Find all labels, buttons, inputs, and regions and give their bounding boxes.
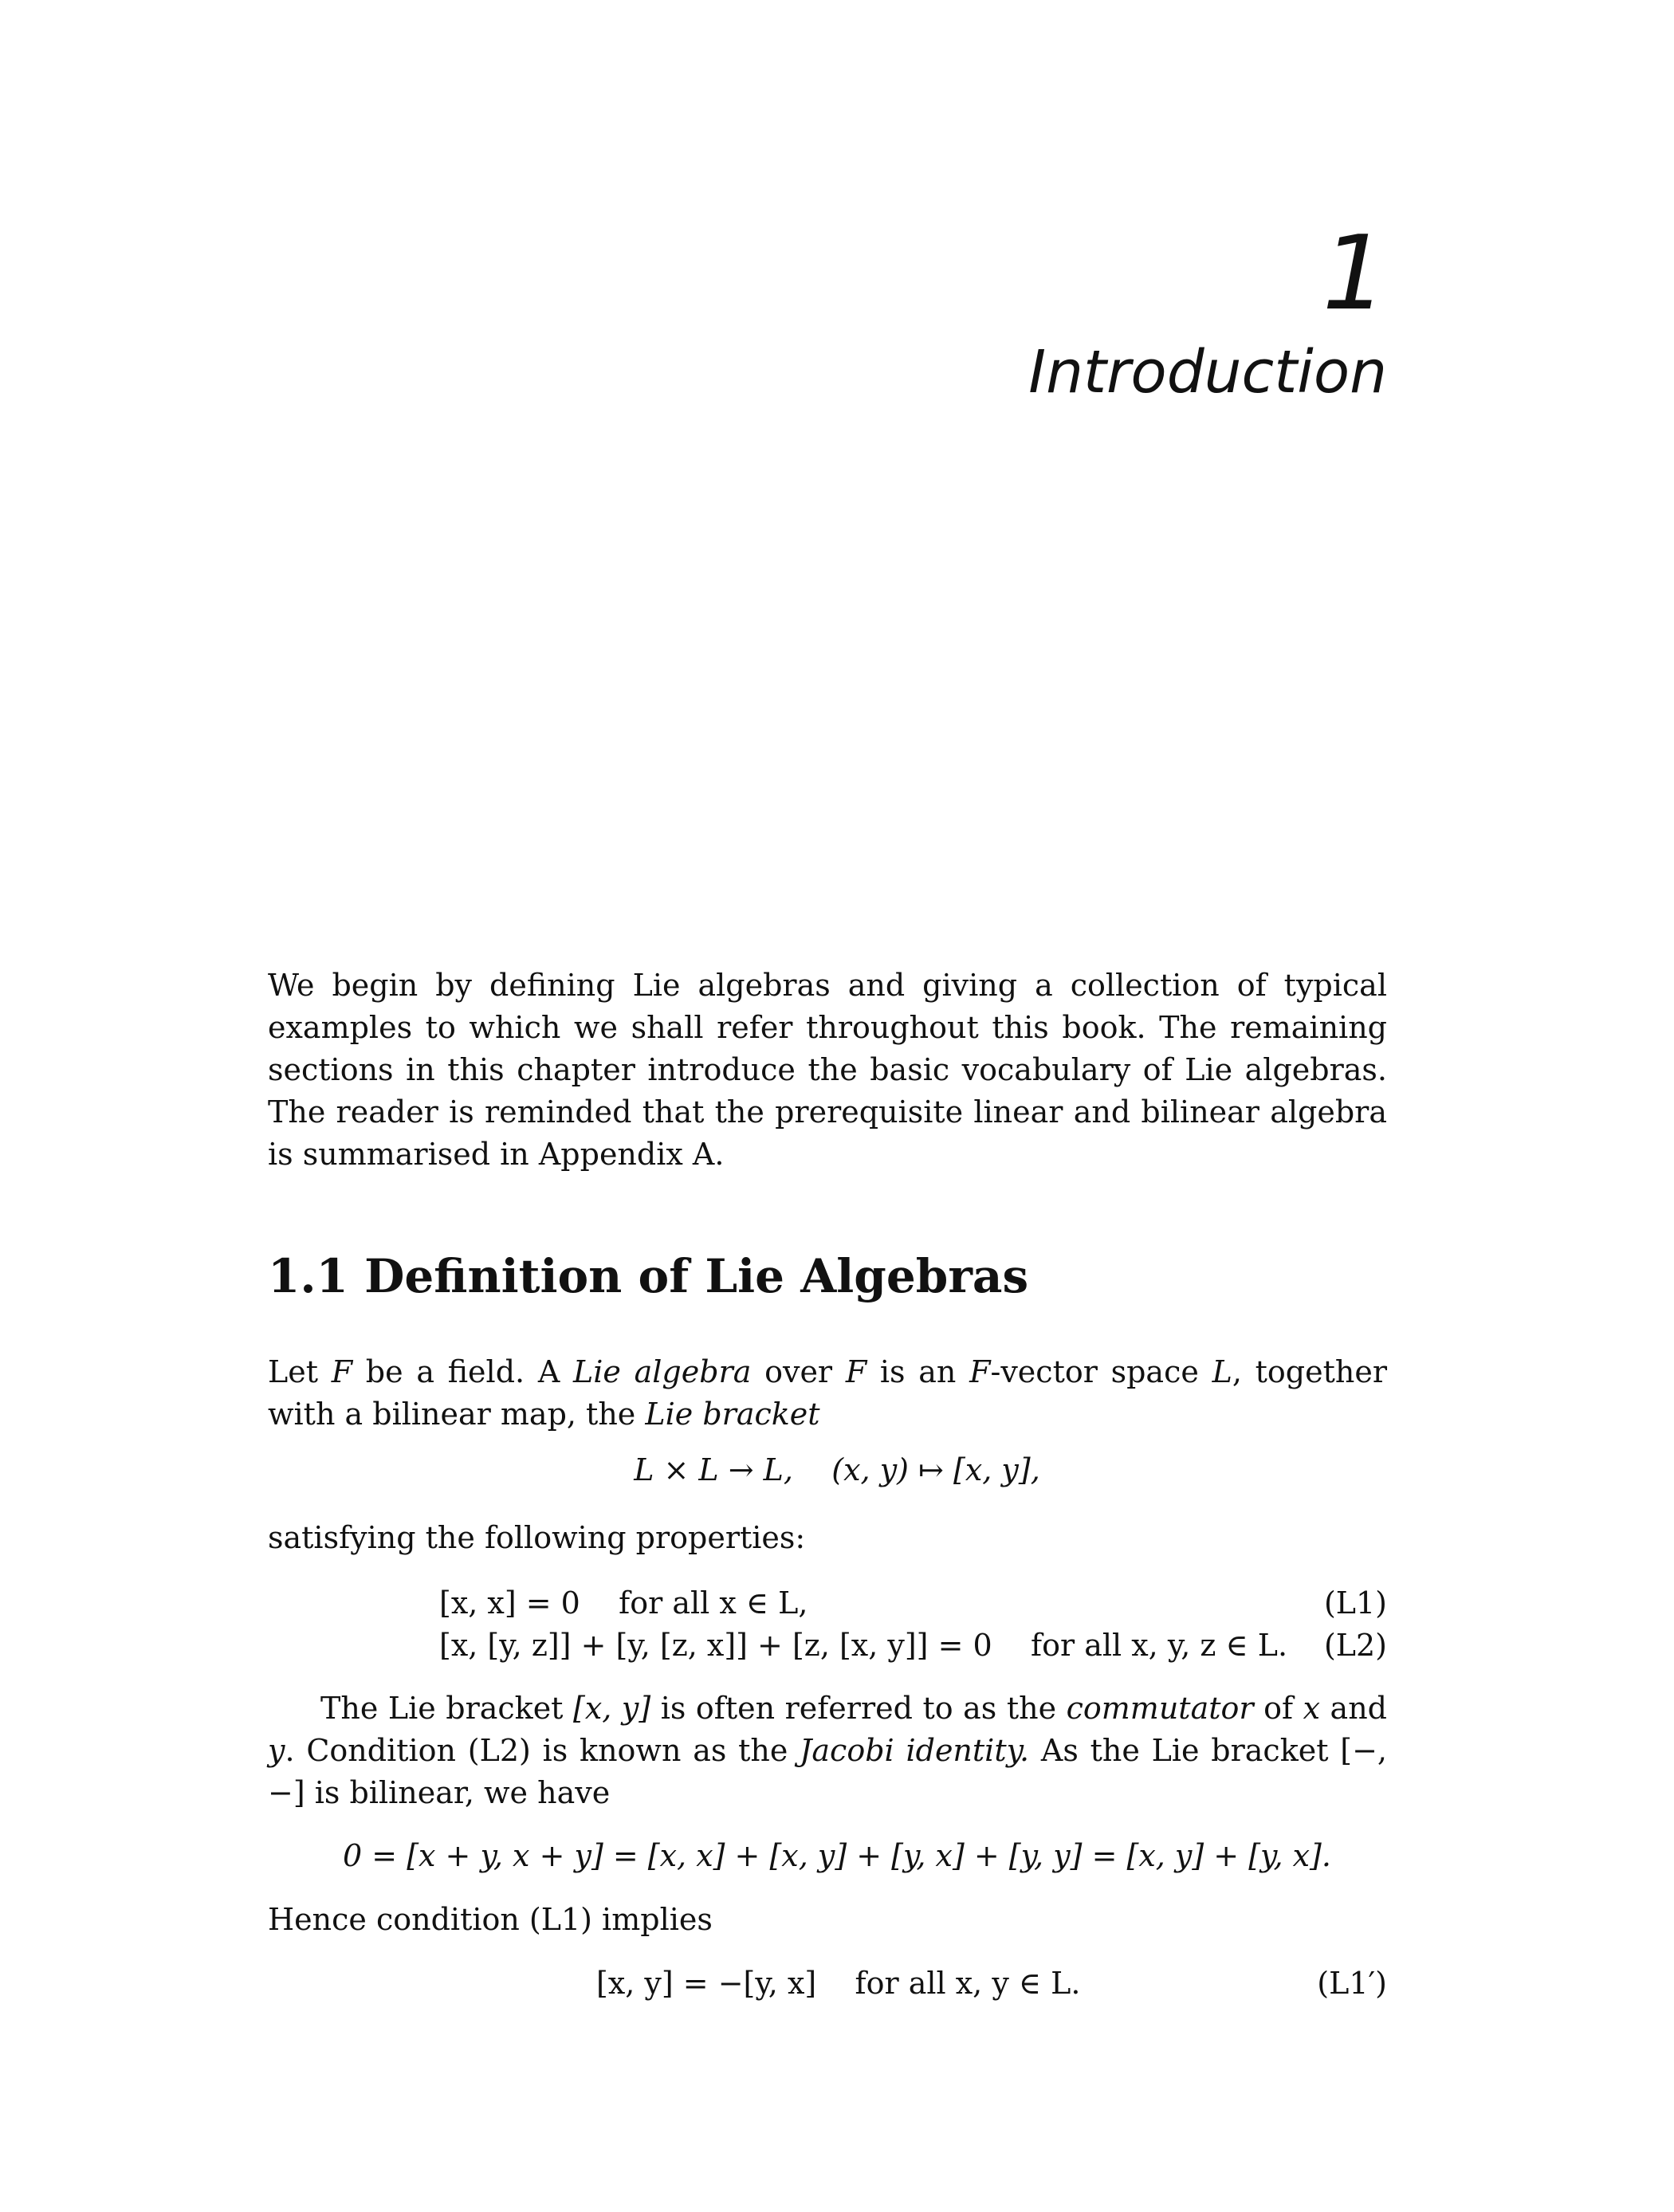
- definition-paragraph: [268, 1351, 1387, 1436]
- text-run: over: [751, 1354, 846, 1389]
- text-run: is often referred to as the: [650, 1691, 1067, 1726]
- emphasis-term: Lie algebra: [573, 1354, 752, 1389]
- text-run: The Lie bracket: [320, 1691, 573, 1726]
- emphasis-term: Jacobi identity.: [800, 1733, 1030, 1768]
- text-run: and: [1320, 1691, 1387, 1726]
- equation-l1-prime: [0, 1963, 1674, 2005]
- math-symbol: F: [845, 1354, 867, 1389]
- commutator-paragraph: [268, 1687, 1387, 1814]
- equation-formula: [x, x] = 0 for all x ∈ L,: [439, 1585, 808, 1621]
- equation-label: (L2): [1323, 1628, 1387, 1663]
- text-run: be a field. A: [352, 1354, 573, 1389]
- text-run: , together with a bilinear map, the: [268, 1354, 1387, 1432]
- text-run: is an: [866, 1354, 970, 1389]
- math-symbol: [x, y]: [573, 1691, 651, 1726]
- equation-l2: [0, 1625, 1674, 1667]
- equation-formula: [x, y] = −[y, x] for all x, y ∈ L.: [596, 1966, 1081, 2001]
- text-run: -vector space: [990, 1354, 1212, 1389]
- emphasis-term: commutator: [1066, 1691, 1254, 1726]
- equation-formula: [x, [y, z]] + [y, [z, x]] + [z, [x, y]] = 0 for all x, y, z ∈ L.: [439, 1628, 1288, 1663]
- text-run: . Condition (L2) is known as the: [285, 1733, 800, 1768]
- emphasis-term: Lie bracket: [645, 1397, 820, 1432]
- display-equation-bracket-map: L × L → L, (x, y) ↦ [x, y],: [634, 1452, 1040, 1487]
- math-symbol: L: [1212, 1354, 1232, 1389]
- hence-text: Hence condition (L1) implies: [268, 1902, 713, 1937]
- equation-label: (L1): [1323, 1585, 1387, 1621]
- math-symbol: F: [331, 1354, 353, 1389]
- math-symbol: y: [268, 1733, 285, 1768]
- intro-paragraph: We begin by defining Lie algebras and giving a collection of typical examples to which we shall refer throughout this book. The remaining sections in this chapter introduce the basic vocabulary of Lie algebras. The reader is reminded that the prerequisite linear and bilinear algebra is summarised in Appendix A.: [268, 968, 1387, 1172]
- chapter-title: Introduction: [1028, 338, 1387, 407]
- text-run: Let: [268, 1354, 332, 1389]
- chapter-number: 1: [1322, 214, 1387, 333]
- display-equation-expansion: 0 = [x + y, x + y] = [x, x] + [x, y] + [y, x] + [y, y] = [x, y] + [y, x].: [343, 1838, 1331, 1873]
- math-symbol: F: [969, 1354, 991, 1389]
- satisfying-text: satisfying the following properties:: [268, 1520, 806, 1555]
- text-run: of: [1253, 1691, 1303, 1726]
- equation-l1: [0, 1582, 1674, 1625]
- text-run: As the Lie bracket [−, −] is bilinear, we have: [268, 1733, 1388, 1810]
- math-symbol: x: [1303, 1691, 1321, 1726]
- equation-label: (L1′): [1317, 1966, 1387, 2001]
- section-heading: 1.1 Definition of Lie Algebras: [268, 1249, 1029, 1303]
